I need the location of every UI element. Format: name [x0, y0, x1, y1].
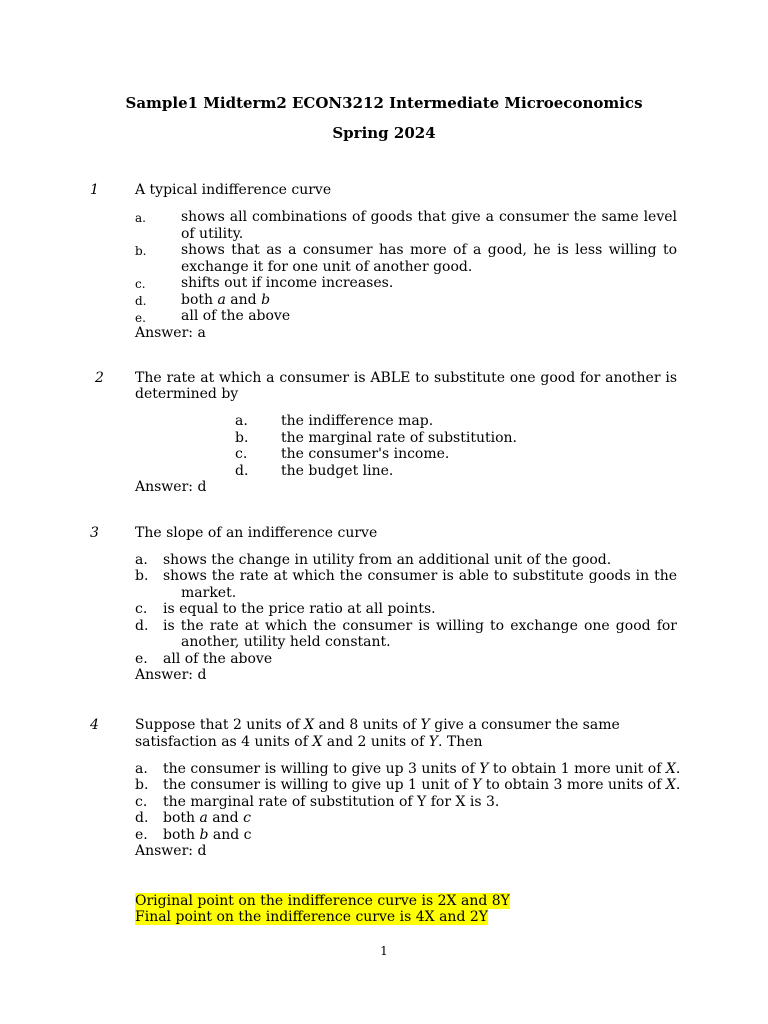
document-title: Sample1 Midterm2 ECON3212 Intermediate Microeconomics [125, 94, 643, 112]
option-label: c. [135, 277, 146, 291]
option-label: a. [135, 552, 148, 568]
option-label: a. [235, 413, 248, 429]
option-label: a. [135, 211, 146, 225]
document-subtitle: Spring 2024 [332, 124, 436, 142]
question-stem: The rate at which a consumer is ABLE to substitute one good for another is [135, 370, 677, 386]
question-stem: Suppose that 2 units of X and 8 units of Y give a consumer the same [135, 717, 620, 733]
option-text: shows the rate at which the consumer is able to substitute goods in the [163, 568, 677, 584]
option-label: c. [135, 601, 148, 617]
answer-line: Answer: d [135, 843, 207, 859]
option-text: both b and c [163, 827, 252, 843]
option-text: the marginal rate of substitution of Y for X is 3. [163, 794, 500, 810]
option-label: d. [135, 294, 147, 308]
option-text: both a and c [163, 810, 251, 826]
option-text: shows the change in utility from an additional unit of the good. [163, 552, 612, 568]
option-label: b. [135, 568, 149, 584]
option-text: is equal to the price ratio at all points. [163, 601, 436, 617]
option-text: the consumer's income. [281, 446, 450, 462]
option-label: d. [135, 618, 149, 634]
option-text: is the rate at which the consumer is willing to exchange one good for [163, 618, 677, 634]
option-text-cont: exchange it for one unit of another good. [181, 259, 473, 275]
option-label: c. [135, 794, 148, 810]
option-text: shows all combinations of goods that give a consumer the same level [181, 209, 677, 225]
answer-line: Answer: d [135, 479, 207, 495]
option-label: e. [135, 827, 148, 843]
question-number: 2 [95, 370, 104, 386]
option-label: b. [135, 244, 147, 258]
option-label: b. [135, 777, 149, 793]
option-text-cont: market. [181, 585, 237, 601]
question-number: 4 [90, 717, 99, 733]
question-stem: The slope of an indifference curve [135, 525, 378, 541]
answer-line: Answer: d [135, 667, 207, 683]
highlighted-note: Final point on the indifference curve is 4X and 2Y [135, 909, 489, 925]
option-text: the consumer is willing to give up 1 unit of Y to obtain 3 more units of X. [163, 777, 681, 793]
option-text: shifts out if income increases. [181, 275, 394, 291]
option-label: c. [235, 446, 248, 462]
option-text: the marginal rate of substitution. [281, 430, 517, 446]
page-number: 1 [380, 944, 388, 958]
question-stem-cont: satisfaction as 4 units of X and 2 units of Y. Then [135, 734, 483, 750]
highlighted-note: Original point on the indifference curve is 2X and 8Y [135, 893, 510, 909]
option-label: d. [235, 463, 249, 479]
option-label: d. [135, 810, 149, 826]
question-number: 1 [90, 182, 99, 198]
option-text: both a and b [181, 292, 271, 308]
question-stem-cont: determined by [135, 386, 239, 402]
option-text-cont: another, utility held constant. [181, 634, 391, 650]
option-text: shows that as a consumer has more of a good, he is less willing to [181, 242, 677, 258]
option-label: e. [135, 651, 148, 667]
option-label: e. [135, 311, 146, 325]
option-text: the consumer is willing to give up 3 units of Y to obtain 1 more unit of X. [163, 761, 681, 777]
option-text: all of the above [181, 308, 291, 324]
option-text-cont: of utility. [181, 226, 244, 242]
option-label: a. [135, 761, 148, 777]
option-text: the indifference map. [281, 413, 434, 429]
question-stem: A typical indifference curve [135, 182, 332, 198]
question-number: 3 [90, 525, 99, 541]
option-text: the budget line. [281, 463, 394, 479]
option-label: b. [235, 430, 249, 446]
option-text: all of the above [163, 651, 273, 667]
answer-line: Answer: a [135, 325, 206, 341]
